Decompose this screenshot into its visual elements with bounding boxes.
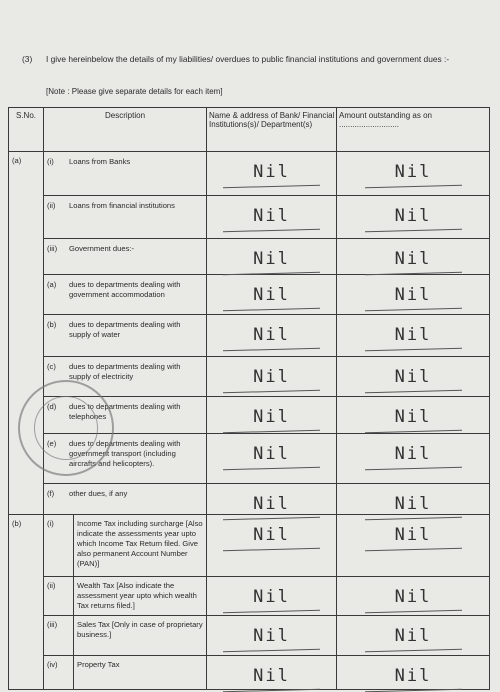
row-description: (e) dues to departments dealing with government transport (including aircrafts and helicopters). [44,434,207,484]
table-row [9,577,490,616]
row-name-address: Nil [207,577,337,616]
row-description: Income Tax including surcharge [Also indicate the assessments year upto which Income Tax Return filed. Give also permanent Account Number (PAN)] [74,515,207,577]
row-name-address: Nil [207,239,337,275]
row-amount: Nil [337,434,490,484]
table-row [9,275,490,315]
row-name-address: Nil [207,315,337,357]
row-sub-marker: (ii) [44,577,74,616]
header-bank: Name & address of Bank/ Financial Institutions(s)/ Department(s) [207,108,337,152]
row-amount: Nil [337,656,490,690]
row-sub-marker: (iii) [44,616,74,656]
row-description: Wealth Tax [Also indicate the assessment year upto which wealth Tax returns filed.] [74,577,207,616]
row-amount: Nil [337,315,490,357]
row-amount: Nil [337,357,490,397]
header-description: Description [44,108,207,152]
row-sno: (b) [9,515,44,690]
header-sno: S.No. [9,108,44,152]
row-name-address: Nil [207,196,337,239]
row-name-address: Nil [207,275,337,315]
row-amount: Nil [337,397,490,434]
row-name-address: Nil [207,515,337,577]
table-row [9,515,490,577]
row-description: (ii) Loans from financial institutions [44,196,207,239]
table-row [9,152,490,196]
row-name-address: Nil [207,397,337,434]
row-description: (i) Loans from Banks [44,152,207,196]
row-name-address: Nil [207,434,337,484]
table-row [9,239,490,275]
row-description: (c) dues to departments dealing with supply of electricity [44,357,207,397]
row-amount: Nil [337,515,490,577]
row-description: (b) dues to departments dealing with supply of water [44,315,207,357]
row-description: (iii) Government dues:- [44,239,207,275]
row-sub-marker: (i) [44,515,74,577]
row-name-address: Nil [207,656,337,690]
row-amount: Nil [337,152,490,196]
row-amount: Nil [337,616,490,656]
row-description: Sales Tax [Only in case of proprietary business.] [74,616,207,656]
header-amount: Amount outstanding as on ........................... [337,108,490,152]
table-row [9,656,490,690]
row-description: Property Tax [74,656,207,690]
table-header-row [9,108,490,152]
row-sub-marker: (iv) [44,656,74,690]
row-name-address: Nil [207,357,337,397]
row-amount: Nil [337,275,490,315]
row-name-address: Nil [207,152,337,196]
section-number: (3) [22,54,33,64]
row-name-address: Nil [207,484,337,515]
row-amount: Nil [337,196,490,239]
table-row [9,196,490,239]
row-description: (a) dues to departments dealing with government accommodation [44,275,207,315]
section-text: I give hereinbelow the details of my liabilities/ overdues to public financial institutions and government dues :- [46,54,450,64]
table-row [9,616,490,656]
row-amount: Nil [337,577,490,616]
notary-stamp-seal [18,380,114,476]
row-description: (f) other dues, if any [44,484,207,515]
row-sno: (a) [9,152,44,515]
row-description: (d) dues to departments dealing with telephones [44,397,207,434]
row-amount: Nil [337,484,490,515]
table-row [9,315,490,357]
row-amount: Nil [337,239,490,275]
table-row [9,484,490,515]
note-text: [Note : Please give separate details for each item] [46,87,223,96]
row-name-address: Nil [207,616,337,656]
